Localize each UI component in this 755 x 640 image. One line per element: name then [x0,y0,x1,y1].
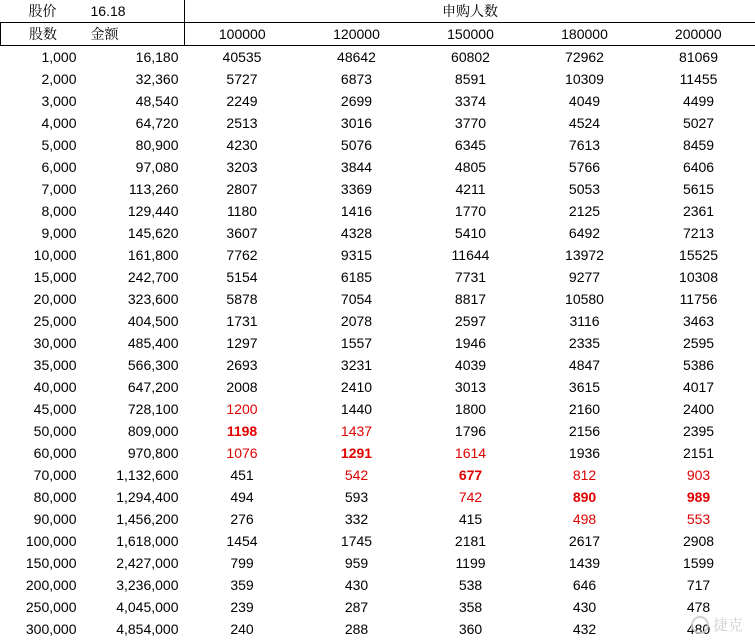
allocation-cell: 2693 [185,354,300,376]
allocation-cell: 494 [185,486,300,508]
table-row [1,178,755,200]
allocation-cell: 48642 [300,46,414,69]
allocation-cell: 5878 [185,288,300,310]
shares-cell: 30,000 [1,332,81,354]
table-row [1,552,755,574]
allocation-cell: 2078 [300,310,414,332]
amount-cell: 16,180 [81,46,185,69]
watermark-text: 捷克 [713,614,743,635]
shares-cell: 200,000 [1,574,81,596]
allocation-cell: 1198 [185,420,300,442]
allocation-cell: 812 [528,464,642,486]
allocation-cell: 1800 [414,398,528,420]
table-row [1,310,755,332]
allocation-cell: 451 [185,464,300,486]
amount-cell: 2,427,000 [81,552,185,574]
table-row [1,112,755,134]
shares-cell: 35,000 [1,354,81,376]
allocation-cell: 646 [528,574,642,596]
amount-cell: 1,132,600 [81,464,185,486]
allocation-cell: 9277 [528,266,642,288]
allocation-cell: 1180 [185,200,300,222]
amount-cell: 1,456,200 [81,508,185,530]
allocation-cell: 2395 [642,420,755,442]
allocation-cell: 5154 [185,266,300,288]
allocation-cell: 1454 [185,530,300,552]
allocation-cell: 1291 [300,442,414,464]
allocation-cell: 332 [300,508,414,530]
col-subscribers-header: 180000 [528,23,642,46]
shares-cell: 50,000 [1,420,81,442]
allocation-cell: 1440 [300,398,414,420]
allocation-cell: 288 [300,618,414,640]
allocation-cell: 6873 [300,68,414,90]
allocation-cell: 480 [642,618,755,640]
col-subscribers-header: 120000 [300,23,414,46]
allocation-cell: 1614 [414,442,528,464]
allocation-cell: 7731 [414,266,528,288]
amount-cell: 129,440 [81,200,185,222]
shares-cell: 100,000 [1,530,81,552]
allocation-cell: 239 [185,596,300,618]
allocation-cell: 593 [300,486,414,508]
allocation-cell: 13972 [528,244,642,266]
table-row [1,68,755,90]
amount-cell: 32,360 [81,68,185,90]
col-subscribers-header: 200000 [642,23,755,46]
allocation-cell: 359 [185,574,300,596]
allocation-cell: 15525 [642,244,755,266]
allocation-cell: 276 [185,508,300,530]
allocation-cell: 2335 [528,332,642,354]
amount-cell: 4,854,000 [81,618,185,640]
table-row [1,288,755,310]
allocation-cell: 432 [528,618,642,640]
allocation-cell: 6492 [528,222,642,244]
allocation-cell: 6406 [642,156,755,178]
allocation-cell: 3203 [185,156,300,178]
allocation-cell: 8591 [414,68,528,90]
table-row [1,464,755,486]
amount-cell: 242,700 [81,266,185,288]
allocation-cell: 478 [642,596,755,618]
amount-cell: 404,500 [81,310,185,332]
allocation-cell: 2807 [185,178,300,200]
amount-cell: 485,400 [81,332,185,354]
allocation-cell: 3369 [300,178,414,200]
allocation-cell: 1599 [642,552,755,574]
allocation-cell: 7054 [300,288,414,310]
allocation-cell: 430 [528,596,642,618]
allocation-cell: 1437 [300,420,414,442]
shares-cell: 45,000 [1,398,81,420]
price-row [1,0,755,23]
allocation-cell: 2125 [528,200,642,222]
allocation-cell: 3013 [414,376,528,398]
allocation-cell: 11756 [642,288,755,310]
amount-cell: 728,100 [81,398,185,420]
shares-cell: 8,000 [1,200,81,222]
allocation-cell: 2008 [185,376,300,398]
shares-cell: 90,000 [1,508,81,530]
shares-cell: 1,000 [1,46,81,69]
amount-cell: 80,900 [81,134,185,156]
allocation-cell: 3231 [300,354,414,376]
allocation-cell: 2597 [414,310,528,332]
amount-cell: 1,618,000 [81,530,185,552]
allocation-cell: 890 [528,486,642,508]
allocation-cell: 5766 [528,156,642,178]
table-row [1,398,755,420]
amount-cell: 323,600 [81,288,185,310]
allocation-cell: 3607 [185,222,300,244]
shares-cell: 25,000 [1,310,81,332]
amount-cell: 970,800 [81,442,185,464]
allocation-cell: 2513 [185,112,300,134]
allocation-cell: 10309 [528,68,642,90]
table-row [1,244,755,266]
watermark-icon [691,616,709,634]
table-row [1,46,755,69]
allocation-cell: 1557 [300,332,414,354]
allocation-cell: 358 [414,596,528,618]
allocation-cell: 538 [414,574,528,596]
allocation-cell: 430 [300,574,414,596]
col-subscribers-header: 150000 [414,23,528,46]
allocation-cell: 2361 [642,200,755,222]
allocation-cell: 1199 [414,552,528,574]
subscribers-label: 申购人数 [185,0,755,23]
allocation-cell: 360 [414,618,528,640]
allocation-cell: 989 [642,486,755,508]
allocation-cell: 742 [414,486,528,508]
col-amount-header: 金额 [81,23,185,46]
table-row [1,596,755,618]
allocation-cell: 542 [300,464,414,486]
table-row [1,90,755,112]
table-row [1,486,755,508]
allocation-cell: 1439 [528,552,642,574]
allocation-cell: 2249 [185,90,300,112]
amount-cell: 4,045,000 [81,596,185,618]
allocation-cell: 2400 [642,398,755,420]
allocation-cell: 2699 [300,90,414,112]
amount-cell: 97,080 [81,156,185,178]
allocation-cell: 6185 [300,266,414,288]
allocation-cell: 60802 [414,46,528,69]
allocation-cell: 3770 [414,112,528,134]
amount-cell: 566,300 [81,354,185,376]
allocation-cell: 7762 [185,244,300,266]
allocation-cell: 3016 [300,112,414,134]
shares-cell: 2,000 [1,68,81,90]
table-row [1,266,755,288]
allocation-cell: 3463 [642,310,755,332]
allocation-cell: 1731 [185,310,300,332]
allocation-cell: 1416 [300,200,414,222]
allocation-cell: 3615 [528,376,642,398]
allocation-cell: 8459 [642,134,755,156]
shares-cell: 20,000 [1,288,81,310]
header-row [1,23,755,46]
shares-cell: 5,000 [1,134,81,156]
shares-cell: 70,000 [1,464,81,486]
amount-cell: 647,200 [81,376,185,398]
allocation-cell: 11644 [414,244,528,266]
allocation-cell: 4524 [528,112,642,134]
allocation-cell: 4328 [300,222,414,244]
allocation-cell: 4805 [414,156,528,178]
amount-cell: 64,720 [81,112,185,134]
allocation-cell: 287 [300,596,414,618]
allocation-cell: 2181 [414,530,528,552]
allocation-cell: 799 [185,552,300,574]
allocation-cell: 1297 [185,332,300,354]
allocation-cell: 2151 [642,442,755,464]
col-shares-header: 股数 [1,23,81,46]
table-row [1,376,755,398]
allocation-cell: 4499 [642,90,755,112]
allocation-cell: 415 [414,508,528,530]
allocation-cell: 240 [185,618,300,640]
allocation-cell: 10580 [528,288,642,310]
price-label: 股价 [1,0,81,23]
allocation-cell: 10308 [642,266,755,288]
allocation-cell: 1200 [185,398,300,420]
table-row [1,134,755,156]
col-subscribers-header: 100000 [185,23,300,46]
shares-cell: 250,000 [1,596,81,618]
allocation-cell: 3844 [300,156,414,178]
allocation-cell: 1946 [414,332,528,354]
table-row [1,222,755,244]
allocation-cell: 717 [642,574,755,596]
allocation-cell: 5727 [185,68,300,90]
table-row [1,574,755,596]
shares-cell: 10,000 [1,244,81,266]
allocation-cell: 4211 [414,178,528,200]
price-value: 16.18 [81,0,185,23]
allocation-cell: 2908 [642,530,755,552]
allocation-cell: 903 [642,464,755,486]
allocation-cell: 553 [642,508,755,530]
allocation-cell: 2160 [528,398,642,420]
allocation-cell: 1796 [414,420,528,442]
table-row [1,420,755,442]
allocation-cell: 5027 [642,112,755,134]
allocation-cell: 2156 [528,420,642,442]
allocation-cell: 5076 [300,134,414,156]
allocation-cell: 11455 [642,68,755,90]
allocation-cell: 5053 [528,178,642,200]
allocation-cell: 6345 [414,134,528,156]
shares-cell: 40,000 [1,376,81,398]
allocation-cell: 5386 [642,354,755,376]
allocation-cell: 4017 [642,376,755,398]
allocation-cell: 4230 [185,134,300,156]
allocation-cell: 2410 [300,376,414,398]
shares-cell: 300,000 [1,618,81,640]
shares-cell: 3,000 [1,90,81,112]
allocation-cell: 1936 [528,442,642,464]
allocation-cell: 2617 [528,530,642,552]
table-row [1,332,755,354]
table-row [1,442,755,464]
shares-cell: 7,000 [1,178,81,200]
shares-cell: 9,000 [1,222,81,244]
allocation-cell: 4039 [414,354,528,376]
shares-cell: 60,000 [1,442,81,464]
shares-cell: 150,000 [1,552,81,574]
allocation-cell: 7613 [528,134,642,156]
table-row [1,200,755,222]
table-row [1,156,755,178]
table-row [1,354,755,376]
shares-cell: 15,000 [1,266,81,288]
allocation-cell: 1745 [300,530,414,552]
allocation-cell: 498 [528,508,642,530]
amount-cell: 3,236,000 [81,574,185,596]
allocation-cell: 677 [414,464,528,486]
amount-cell: 113,260 [81,178,185,200]
allocation-cell: 72962 [528,46,642,69]
amount-cell: 1,294,400 [81,486,185,508]
allocation-cell: 40535 [185,46,300,69]
amount-cell: 48,540 [81,90,185,112]
allocation-cell: 5410 [414,222,528,244]
amount-cell: 809,000 [81,420,185,442]
allocation-cell: 4847 [528,354,642,376]
allocation-cell: 5615 [642,178,755,200]
allocation-cell: 7213 [642,222,755,244]
amount-cell: 161,800 [81,244,185,266]
allocation-cell: 4049 [528,90,642,112]
shares-cell: 80,000 [1,486,81,508]
allocation-cell: 81069 [642,46,755,69]
table-row [1,508,755,530]
allocation-cell: 8817 [414,288,528,310]
allocation-cell: 2595 [642,332,755,354]
shares-cell: 4,000 [1,112,81,134]
allocation-cell: 959 [300,552,414,574]
allocation-cell: 1770 [414,200,528,222]
watermark [691,614,743,635]
allocation-cell: 3374 [414,90,528,112]
shares-cell: 6,000 [1,156,81,178]
table-row [1,618,755,640]
allocation-cell: 3116 [528,310,642,332]
table-row [1,530,755,552]
amount-cell: 145,620 [81,222,185,244]
allocation-cell: 1076 [185,442,300,464]
allocation-cell: 9315 [300,244,414,266]
